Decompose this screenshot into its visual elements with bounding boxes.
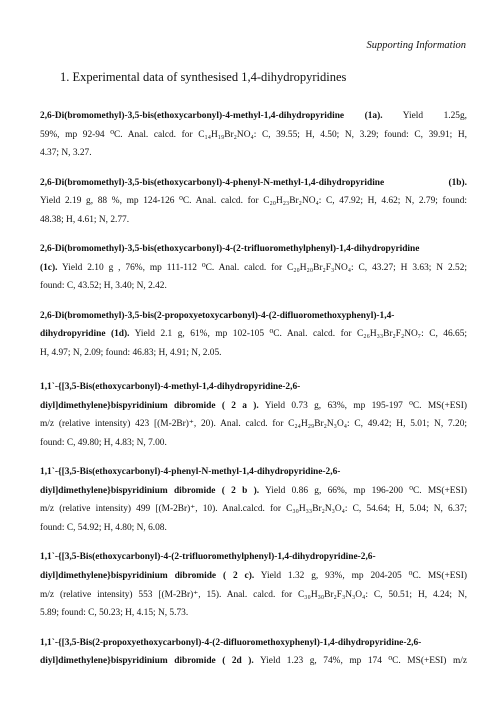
compound-name-cont: diyl]dimethylene}bispyridinium dibromide ( 2 c). bbox=[40, 570, 255, 581]
entry-text: Yield 0.73 g, 63%, mp 195-197 ⁰C. MS(+ESI) bbox=[264, 400, 467, 411]
entry-text: Yield 2.19 g, 88 %, mp 124-126 ⁰C. Anal. calcd. for C₂₀H₂₃Br₂NO₄: C, 47.92; H, 4.62; N, 2.79; found: bbox=[40, 196, 467, 207]
entry-2a bbox=[40, 378, 467, 452]
dihydropyridine-entries bbox=[40, 107, 467, 363]
entry-text: Yield 0.86 g, 66%, mp 196-200 ⁰C. MS(+ESI) bbox=[265, 485, 467, 496]
bispyridinium-entries bbox=[40, 378, 467, 671]
entry-text: 5.89; found: C, 50.23; H, 4.15; N, 5.73. bbox=[40, 608, 189, 619]
entry-text: 48.38; H, 4.61; N, 2.77. bbox=[40, 214, 130, 225]
entry-text: Yield 1.25g, bbox=[402, 111, 468, 121]
entry-1b bbox=[40, 174, 467, 230]
entry-text: found: C, 43.52; H, 3.40; N, 2.42. bbox=[40, 281, 167, 292]
entry-text: Yield 1.23 g, 74%, mp 174 ⁰C. MS(+ESI) m/z bbox=[259, 656, 468, 667]
compound-name: 2,6-Di(bromomethyl)-3,5-bis(2-propoxyetoxycarbonyl)-4-(2-difluoromethoxyphenyl)-1,4- bbox=[40, 310, 395, 321]
entry-text: H, 4.97; N, 2.09; found: 46.83; H, 4.91; N, 2.05. bbox=[40, 347, 222, 358]
compound-name-cont: diyl]dimethylene}bispyridinium dibromide ( 2 a ). bbox=[40, 400, 259, 411]
entry-text: found: C, 54.92; H, 4.80; N, 6.08. bbox=[40, 522, 167, 533]
compound-name: 1,1`-{[3,5-Bis(ethoxycarbonyl)-4-methyl-1,4-dihydropyridine-2,6- bbox=[40, 382, 301, 392]
compound-name: 1,1`-{[3,5-Bis(ethoxycarbonyl)-4-phenyl-N-methyl-1,4-dihydropyridine-2,6- bbox=[40, 467, 341, 478]
section-title: 1. Experimental data of synthesised 1,4-dihydropyridines bbox=[60, 70, 347, 84]
entry-text: Yield 1.32 g, 93%, mp 204-205 ⁰C. MS(+ESI) bbox=[260, 570, 467, 581]
running-header: Supporting Information bbox=[366, 40, 466, 51]
entry-text: Yield 2.10 g , 76%, mp 111-112 ⁰C. Anal. calcd. for C₂₀H₂₀Br₂F₃NO₄: C, 43.27; H 3.63; N 2.52; bbox=[62, 262, 467, 273]
entry-2c bbox=[40, 548, 467, 622]
entry-2d bbox=[40, 634, 467, 671]
compound-name: 1,1`-{[3,5-Bis(2-propoxyethoxycarbonyl)-4-(2-difluoromethoxyphenyl)-1,4-dihydropyridine-2,6- bbox=[40, 637, 422, 648]
entry-text: 59%, mp 92-94 ⁰C. Anal. calcd. for C₁₄H₁₉Br₂NO₄: C, 39.55; H, 4.50; N, 3.29; found: C, 39.91; H, bbox=[40, 129, 467, 140]
compound-name-cont: diyl]dimethylene}bispyridinium dibromide ( 2 b ). bbox=[40, 485, 260, 496]
entry-1c bbox=[40, 240, 467, 296]
entry-text: 4.37; N, 3.27. bbox=[40, 148, 92, 159]
compound-name: 2,6-Di(bromomethyl)-3,5-bis(ethoxycarbonyl)-4-phenyl-N-methyl-1,4-dihydropyridine (1b). bbox=[40, 177, 467, 188]
entry-1a bbox=[40, 107, 467, 163]
entry-text: Yield 2.1 g, 61%, mp 102-105 ⁰C. Anal. calcd. for C₂₆H₃₃Br₂F₂NO₇: C, 46.65; bbox=[134, 329, 468, 340]
entry-text: m/z (relative intensity) 553 [(M-2Br)⁺, 15). Anal. calcd. for C₃₀H₃₀Br₂F₃N₃O₄: C, 50.51; H, 4.24; N, bbox=[40, 589, 467, 600]
entry-text: found: C, 49.80; H, 4.83; N, 7.00. bbox=[40, 437, 167, 448]
compound-name-cont: diyl]dimethylene}bispyridinium dibromide ( 2d ). bbox=[40, 656, 254, 667]
compound-name-cont: dihydropyridine (1d). bbox=[40, 329, 130, 340]
compound-name: 2,6-Di(bromomethyl)-3,5-bis(ethoxycarbonyl)-4-methyl-1,4-dihydropyridine (1a). bbox=[40, 111, 383, 121]
entry-text: m/z (relative intensity) 499 [(M-2Br)⁺, 10). Anal.calcd. for C₃₀H₃₃Br₂N₃O₄: C, 54.64; H, 5.04; N, 6.37; bbox=[40, 504, 467, 515]
entry-1d bbox=[40, 307, 467, 363]
entry-2b bbox=[40, 463, 467, 537]
compound-name-cont: (1c). bbox=[40, 262, 58, 273]
compound-name: 1,1`-{[3,5-Bis(ethoxycarbonyl)-4-(2-trifluoromethylphenyl)-1,4-dihydropyridine-2,6- bbox=[40, 552, 376, 563]
entry-text: m/z (relative intensity) 423 [(M-2Br)⁺, 20). Anal. calcd. for C₂₄H₂₉Br₂N₃O₄: C, 49.42; H, 5.01; N, 7.20; bbox=[40, 419, 467, 430]
compound-name: 2,6-Di(bromomethyl)-3,5-bis(ethoxycarbonyl)-4-(2-trifluoromethylphenyl)-1,4-dihydropyridine bbox=[40, 244, 420, 255]
